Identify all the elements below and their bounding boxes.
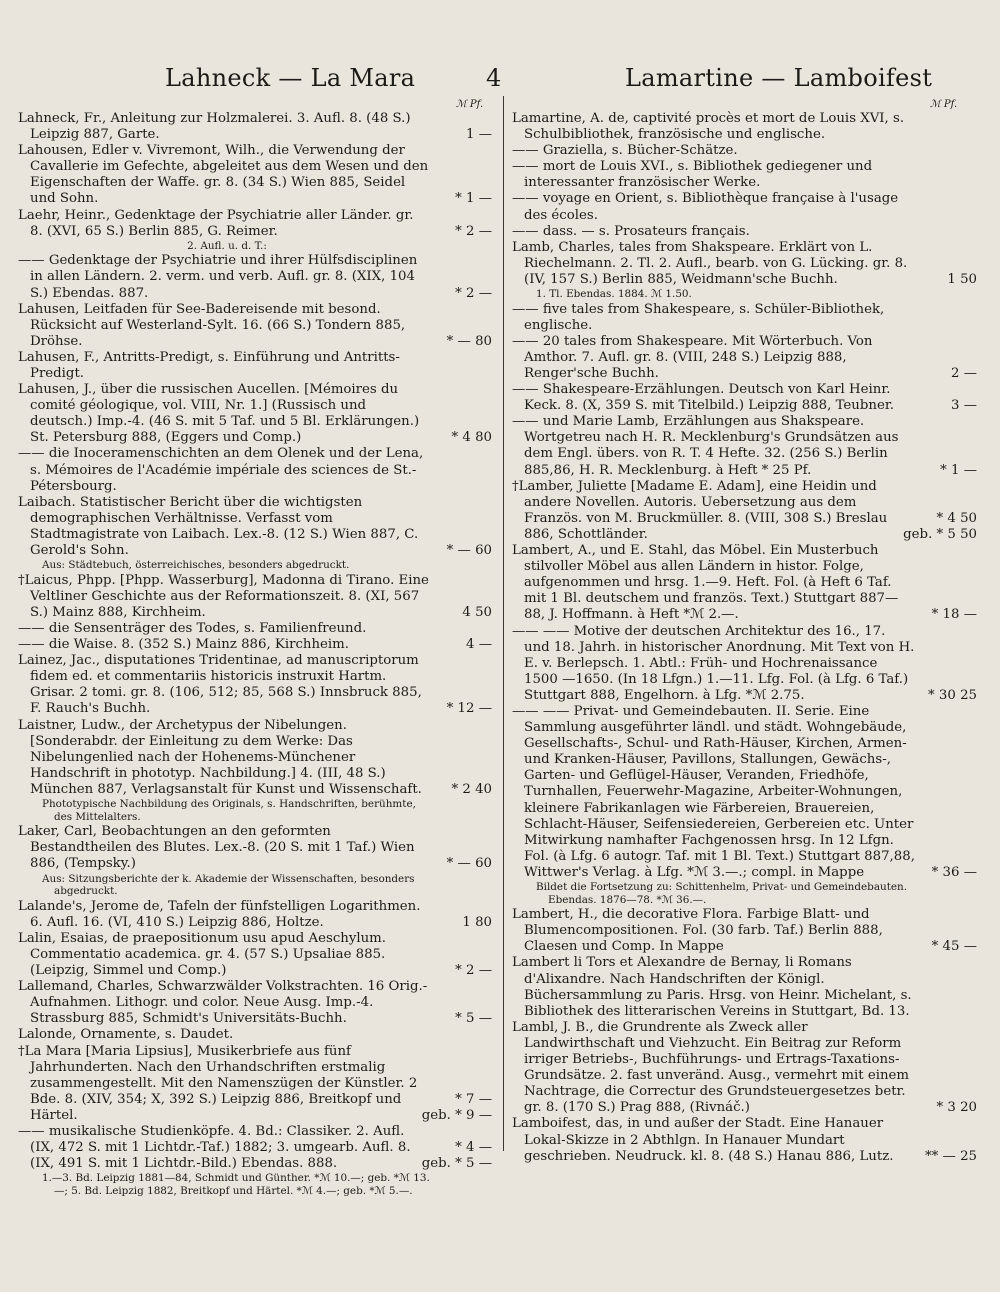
catalog-entry <box>512 143 977 159</box>
catalog-entry <box>512 955 977 1019</box>
entry-text: †La Mara [Maria Lipsius], Musikerbriefe aus fünf Jahrhunderten. Nach den Urhandschriften erstmalig zusammengestellt. Mit den Namenszügen der Künstler. 2 Bde. 8. (XIV, 354; X, 392 S.) Leipzig 886, Breitkopf und Härtel. <box>18 1043 418 1123</box>
catalog-entry <box>512 1116 977 1164</box>
entry-price: 2 — <box>951 366 977 381</box>
catalog-entry <box>512 414 977 478</box>
entry-text: Lalin, Esaias, de praepositionum usu apud Aeschylum. Commentatio academica. gr. 4. (57 S.) Upsaliae 885. (Leipzig, Simmel und Comp.) <box>18 930 387 979</box>
catalog-entry <box>18 1044 492 1124</box>
entry-note: Aus: Sitzungsberichte der k. Akademie der Wissenschaften, besonders abgedruckt. <box>42 872 415 898</box>
entry-price: * 2 — <box>455 285 492 301</box>
catalog-entry <box>18 653 492 717</box>
entry-text: —— five tales from Shakespeare, s. Schüler-Bibliothek, englische. <box>512 301 885 333</box>
catalog-entry <box>18 143 492 207</box>
entry-price: 4 50 <box>462 604 492 620</box>
entry-price: * 1 — <box>940 462 977 478</box>
entry-text: Lainez, Jac., disputationes Tridentinae, ad manuscriptorum fidem ed. et commentariis historicis instruxit Hartm. Grisar. 2 tomi. gr. 8. (106, 512; 85, 568 S.) Innsbruck 885, F. Rauch's Buchh. <box>18 653 422 717</box>
entry-text: —— musikalische Studienköpfe. 4. Bd.: Classiker. 2. Aufl. (IX, 472 S. mit 1 Lichtdr.-Taf.) 1882; 3. umgearb. Aufl. 8. (IX, 491 S. mit 1 Lichtdr.-Bild.) Ebendas. 888. <box>18 1124 411 1172</box>
entry-text: Lalonde, Ornamente, s. Daudet. <box>18 1027 234 1043</box>
entry-note: 2. Aufl. u. d. T.: <box>187 239 267 252</box>
entry-text: Laker, Carl, Beobachtungen an den geformten Bestandtheilen des Blutes. Lex.-8. (20 S. mit 1 Taf.) Wien 886, (Tempsky.) <box>18 824 415 872</box>
entry-text: —— die Inoceramenschichten an dem Olenek und der Lena, s. Mémoires de l'Académie impériale des sciences de St.-Pétersbourg. <box>18 446 424 494</box>
entry-text: Lamb, Charles, tales from Shakspeare. Erklärt von L. Riechelmann. 2. Tl. 2. Aufl., bearb. von G. Lücking. gr. 8. (IV, 157 S.) Berlin 885, Weidmann'sche Buchh. <box>512 239 908 287</box>
entry-price: * 3 20 <box>936 1100 977 1116</box>
entry-text: —— —— Privat- und Gemeindebauten. II. Serie. Eine Sammlung ausgeführter ländl. und städt. Wohngebäude, Gesellschafts-, Schul- und Rath-Häuser, Kirchen, Armen- und Kranken-Häuser, Pavillons, Stallungen, Gewächs-, Garten- und Geflügel-Häuser, Veranden, Friedhöfe, Turnhallen, Feuerwehr-Magazine, Arbeiter-Wohnungen, kleinere Fabrikanlagen wie Färbereien, Brauereien, Schlacht-Häuser, Seifensiedereien, Gerbereien etc. Unter Mitwirkung namhafter Fachgenossen hrsg. In 12 Lfgn. Fol. (à Lfg. 6 autogr. Taf. mit 1 Bl. Text.) Stuttgart 887,88, Wittwer's Verlag. à Lfg. *ℳ 3.—.; compl. in Mappe <box>512 703 915 880</box>
entry-text: †Laicus, Phpp. [Phpp. Wasserburg], Madonna di Tirano. Eine Veltliner Geschichte aus der Reformationszeit. 8. (XI, 567 S.) Mainz 888, Kirchheim. <box>18 572 429 620</box>
entry-text: —— und Marie Lamb, Erzählungen aus Shakspeare. Wortgetreu nach H. R. Mecklenburg's Grundsätzen aus dem Engl. übers. von R. T. 4 Hefte. 32. (256 S.) Berlin 885,86, H. R. Mecklenburg. à Heft * 25 Pf. <box>512 414 899 478</box>
entry-price: 4 — <box>466 637 492 653</box>
entry-price: * — 80 <box>446 333 492 349</box>
catalog-entry <box>18 208 492 240</box>
catalog-entry <box>18 1124 492 1172</box>
entry-price: * 2 — <box>455 223 492 239</box>
left-column <box>18 111 492 1198</box>
catalog-entry <box>512 111 977 143</box>
catalog-entry <box>18 573 492 621</box>
entry-price: * 1 — <box>455 191 492 207</box>
catalog-entry <box>18 350 492 382</box>
entry-price: * 30 25 <box>928 687 977 703</box>
catalog-entry <box>512 382 977 414</box>
entry-text: Lamartine, A. de, captivité procès et mort de Louis XVI, s. Schulbibliothek, französische und englische. <box>512 111 905 143</box>
entry-note: Bildet die Fortsetzung zu: Schittenhelm, Privat- und Gemeindebauten. Ebendas. 1876—78. *ℳ 36.—. <box>536 881 908 906</box>
entry-text: Lambert, A., und E. Stahl, das Möbel. Ein Musterbuch stilvoller Möbel aus allen Ländern in histor. Folge, aufgenommen und hrsg. 1.—9. Heft. Fol. (à Heft 6 Taf. mit 1 Bl. deutschem und französ. Text.) Stuttgart 887—88, J. Hoffmann. à Heft *ℳ 2.—. <box>512 543 899 623</box>
entry-price: * 45 — <box>931 939 977 955</box>
entry-note: 1.—3. Bd. Leipzig 1881—84, Schmidt und Günther. *ℳ 10.—; geb. *ℳ 13.—; 5. Bd. Leipzig 1882, Breitkopf und Härtel. *ℳ 4.—; geb. *ℳ 5.—. <box>42 1172 430 1197</box>
catalog-entry <box>18 899 492 931</box>
entry-price: * 2 40 <box>451 781 492 797</box>
entry-text: Lambl, J. B., die Grundrente als Zweck aller Landwirthschaft und Viehzucht. Ein Beitrag zur Reform irriger Betriebs-, Buchführungs- und Ertrags-Taxations-Grundsätze. 2. fast unveränd. Ausg., vermehrt mit einem Nachtrage, die Correctur des Grundsteuergesetzes betr. gr. 8. (170 S.) Prag 888, (Rivnáč.) <box>512 1019 909 1116</box>
entry-text: —— 20 tales from Shakespeare. Mit Wörterbuch. Von Amthor. 7. Aufl. gr. 8. (VIII, 248 S.) Leipzig 888, Renger'sche Buchh. <box>512 333 873 381</box>
entry-text: Lamboifest, das, in und außer der Stadt. Eine Hanauer Lokal-Skizze in 2 Abthlgn. In Hanauer Mundart geschrieben. Neudruck. kl. 8. (48 S.) Hanau 886, Lutz. <box>512 1116 894 1164</box>
price-column-label-right: ℳ Pf. <box>930 99 958 110</box>
entry-text: Lallemand, Charles, Schwarzwälder Volkstrachten. 16 Orig.-Aufnahmen. Lithogr. und color. Neue Ausg. Imp.-4. Strassburg 885, Schmidt's Universitäts-Buchh. <box>18 979 428 1027</box>
entry-price: * — 60 <box>446 856 492 872</box>
catalog-entry <box>18 637 492 653</box>
catalog-entry <box>512 543 977 623</box>
catalog-entry <box>18 824 492 872</box>
entry-price: 1 80 <box>462 914 492 930</box>
entry-price: ** — 25 <box>925 1148 977 1164</box>
entry-price: * — 60 <box>446 543 492 559</box>
entry-price: 1 — <box>466 127 492 143</box>
catalog-entry <box>512 907 977 955</box>
entry-price: * 5 — <box>455 1011 492 1027</box>
entry-price: * 4 — geb. * 5 — <box>421 1140 492 1172</box>
entry-text: —— die Waise. 8. (352 S.) Mainz 886, Kirchheim. <box>18 637 349 653</box>
catalog-entry <box>512 334 977 382</box>
running-head-left: Lahneck — La Mara <box>165 64 416 92</box>
entry-price: * 36 — <box>931 864 977 880</box>
entry-text: —— dass. — s. Prosateurs français. <box>512 223 750 239</box>
catalog-entry <box>18 621 492 637</box>
catalog-entry <box>512 302 977 334</box>
right-column <box>512 111 977 1165</box>
catalog-entry <box>512 224 977 240</box>
running-head-right: Lamartine — Lamboifest <box>625 64 933 92</box>
catalog-entry <box>18 253 492 301</box>
catalog-entry <box>512 159 977 191</box>
entry-price: * 12 — <box>446 701 492 717</box>
entry-note: Phototypische Nachbildung des Originals, s. Handschriften, berühmte, des Mittelalters. <box>42 798 416 823</box>
catalog-entry <box>18 302 492 350</box>
catalog-entry <box>18 446 492 494</box>
entry-text: Laibach. Statistischer Bericht über die wichtigsten demographischen Verhältnisse. Verfasst vom Stadtmagistrate von Laibach. Lex.-8. (12 S.) Wien 887, C. Gerold's Sohn. <box>18 494 419 559</box>
catalog-entry <box>512 240 977 288</box>
entry-text: Lahusen, J., über die russischen Aucellen. [Mémoires du comité géologique, vol. VIII, Nr. 1.] (Russisch und deutsch.) Imp.-4. (46 S. mit 5 Taf. und 5 Bl. Erklärungen.) St. Petersburg 888, (Eggers und Comp.) <box>18 382 420 446</box>
entry-text: Laistner, Ludw., der Archetypus der Nibelungen. [Sonderabdr. der Einleitung zu dem Werke: Das Nibelungenlied nach der Hohenems-Münchener Handschrift in phototyp. Nachbildung.] 4. (III, 48 S.) München 887, Verlagsanstalt für Kunst und Wissenschaft. <box>18 717 422 797</box>
entry-text: Laehr, Heinr., Gedenktage der Psychiatrie aller Länder. gr. 8. (XVI, 65 S.) Berlin 885, G. Reimer. <box>18 207 414 239</box>
entry-text: —— die Sensenträger des Todes, s. Familienfreund. <box>18 621 367 636</box>
entry-text: Lambert, H., die decorative Flora. Farbige Blatt- und Blumencompositionen. Fol. (30 farb. Taf.) Berlin 888, Claesen und Comp. In Mappe <box>512 907 883 955</box>
catalog-entry <box>18 931 492 979</box>
entry-text: Lahousen, Edler v. Vivremont, Wilh., die Verwendung der Cavallerie im Gefechte, abgeleitet aus dem Wesen und den Eigenschaften der Waffe. gr. 8. (34 S.) Wien 885, Seidel und Sohn. <box>18 143 429 207</box>
catalog-entry <box>18 111 492 143</box>
page-number: 4 <box>486 64 502 92</box>
entry-price: 3 — <box>951 398 977 414</box>
entry-text: †Lamber, Juliette [Madame E. Adam], eine Heidin und andere Novellen. Autoris. Uebersetzung aus dem Französ. von M. Bruckmüller. 8. (VIII, 308 S.) Breslau 886, Schottländer. <box>512 478 888 542</box>
entry-text: Lalande's, Jerome de, Tafeln der fünfstelligen Logarithmen. 6. Aufl. 16. (VI, 410 S.) Leipzig 886, Holtze. <box>18 898 421 930</box>
catalog-entry <box>18 1027 492 1043</box>
entry-price: * 7 — geb. * 9 — <box>421 1091 492 1123</box>
catalog-entry <box>512 479 977 543</box>
entry-text: —— mort de Louis XVI., s. Bibliothek gediegener und interessanter französischer Werke. <box>512 159 873 191</box>
entry-text: Lambert li Tors et Alexandre de Bernay, li Romans d'Alixandre. Nach Handschriften der Königl. Büchersammlung zu Paris. Hrsg. von Heinr. Michelant, s. Bibliothek des litterarischen Vereins in Stuttgart, Bd. 13. <box>512 955 912 1019</box>
entry-price: * 4 50 geb. * 5 50 <box>903 510 977 542</box>
column-divider <box>503 96 504 1151</box>
catalog-entry <box>512 704 977 881</box>
entry-text: —— Gedenktage der Psychiatrie und ihrer Hülfsdisciplinen in allen Ländern. 2. verm. und verb. Aufl. gr. 8. (XIX, 104 S.) Ebendas. 887. <box>18 253 418 301</box>
entry-text: —— —— Motive der deutschen Architektur des 16., 17. und 18. Jahrh. in historischer Anordnung. Mit Text von H. E. v. Berlepsch. 1. Abtl.: Früh- und Hochrenaissance 1500 —1650. (In 18 Lfgn.) 1.—11. Lfg. Fol. (à Lfg. 6 Taf.) Stuttgart 888, Engelhorn. à Lfg. *ℳ 2.75. <box>512 623 915 703</box>
entry-text: Lahusen, F., Antritts-Predigt, s. Einführung und Antritts-Predigt. <box>18 349 400 381</box>
catalog-entry <box>18 382 492 446</box>
catalog-entry <box>512 1020 977 1117</box>
catalog-entry <box>512 191 977 223</box>
price-column-label-left: ℳ Pf. <box>456 99 484 110</box>
catalog-entry <box>18 979 492 1027</box>
entry-text: Lahneck, Fr., Anleitung zur Holzmalerei. 3. Aufl. 8. (48 S.) Leipzig 887, Garte. <box>18 111 411 143</box>
entry-price: * 4 80 <box>451 430 492 446</box>
catalog-entry <box>18 718 492 798</box>
entry-price: 1 50 <box>947 271 977 287</box>
catalog-entry <box>512 624 977 704</box>
entry-note: Aus: Städtebuch, österreichisches, besonders abgedruckt. <box>42 559 350 572</box>
entry-text: —— Graziella, s. Bücher-Schätze. <box>512 143 738 159</box>
entry-text: —— voyage en Orient, s. Bibliothèque française à l'usage des écoles. <box>512 191 899 223</box>
catalog-entry <box>18 495 492 559</box>
entry-price: * 18 — <box>931 607 977 623</box>
entry-text: Lahusen, Leitfaden für See-Badereisende mit besond. Rücksicht auf Westerland-Sylt. 16. (66 S.) Tondern 885, Dröhse. <box>18 301 406 349</box>
entry-text: —— Shakespeare-Erzählungen. Deutsch von Karl Heinr. Keck. 8. (X, 359 S. mit Titelbild.) Leipzig 888, Teubner. <box>512 382 894 414</box>
entry-note: 1. Tl. Ebendas. 1884. ℳ 1.50. <box>536 288 692 301</box>
entry-price: * 2 — <box>455 963 492 979</box>
